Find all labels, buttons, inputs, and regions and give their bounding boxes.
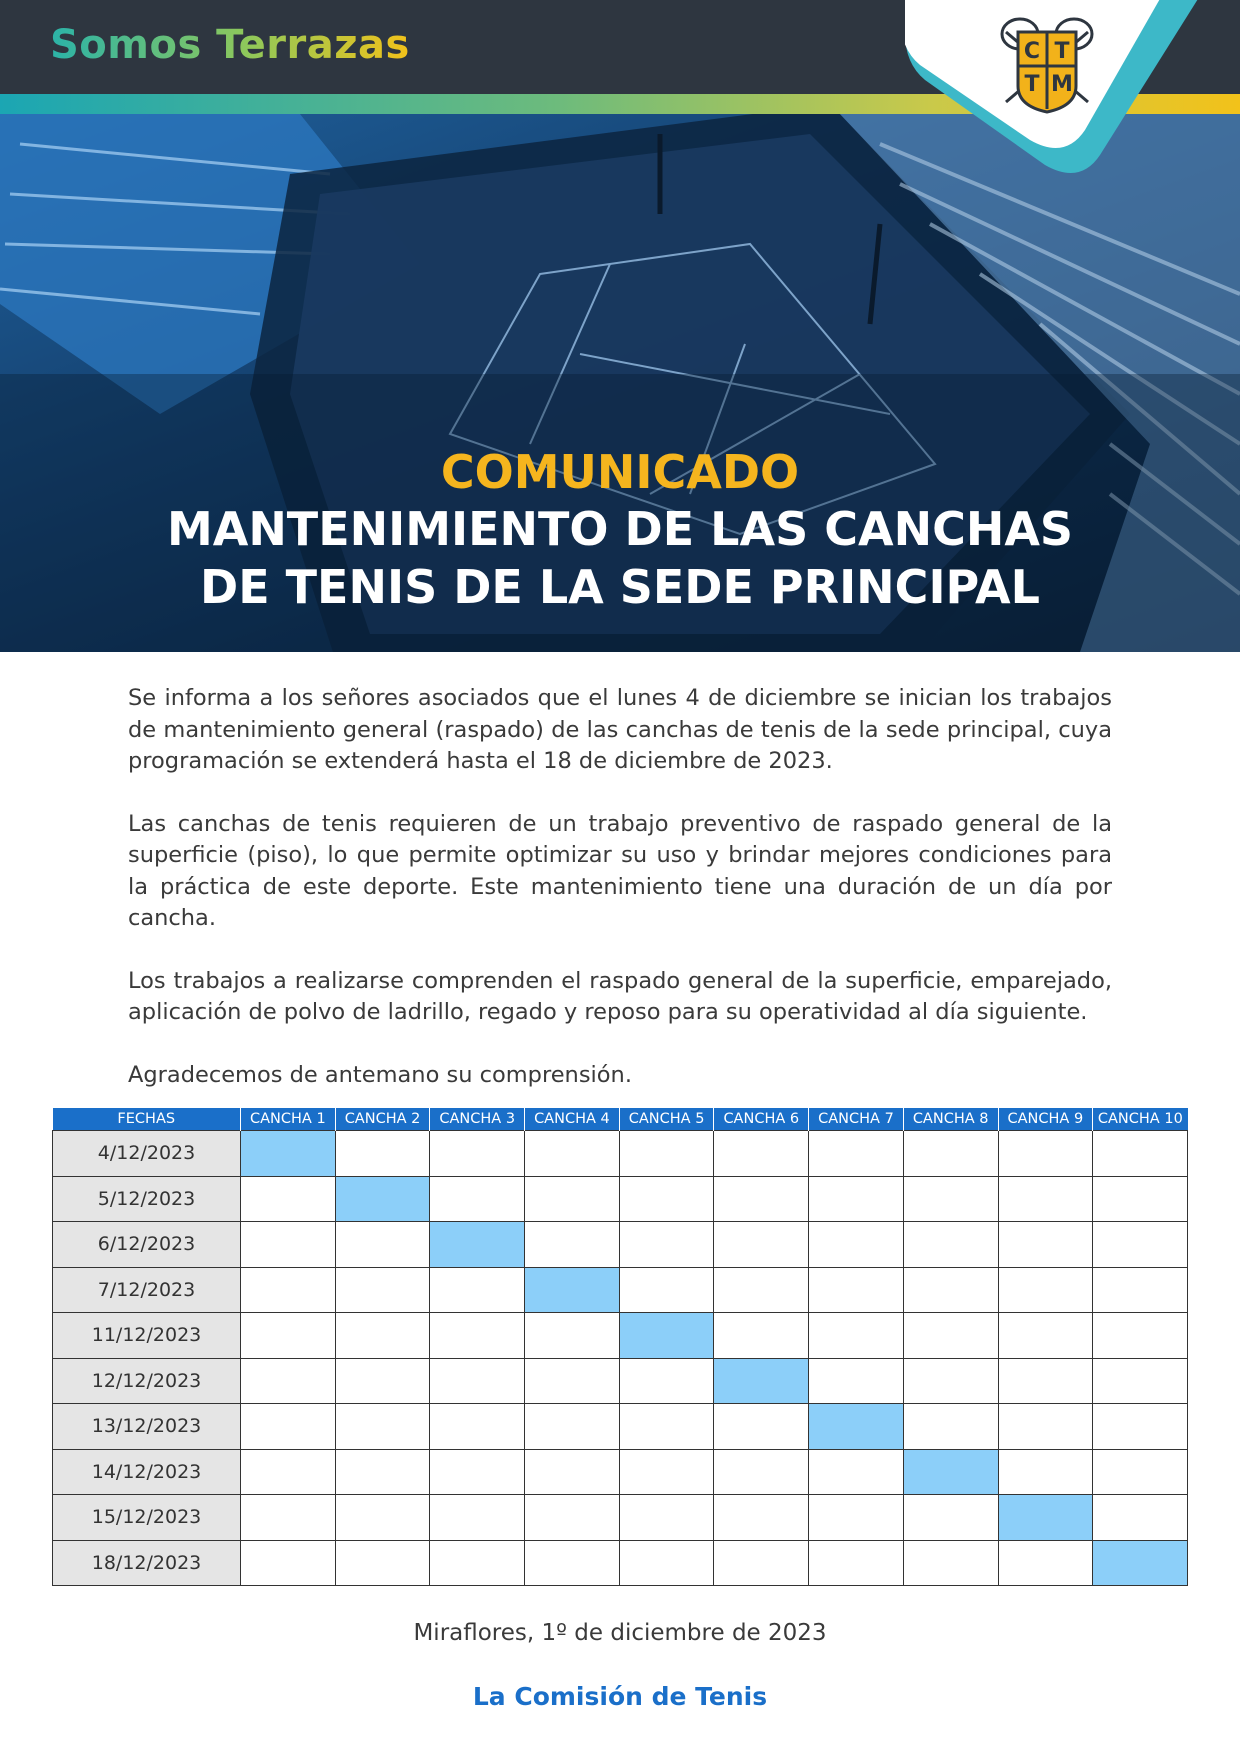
court-cell — [619, 1540, 714, 1586]
paragraph-3: Los trabajos a realizarse comprenden el raspado general de la superficie, emparejado, aplicación de polvo de ladrillo, regado y reposo para su operatividad al día siguiente. — [128, 967, 1112, 1025]
court-cell — [1093, 1495, 1188, 1541]
table-row — [53, 1131, 1188, 1177]
maintenance-schedule-table — [52, 1108, 1188, 1586]
scheduled-court-cell — [1093, 1540, 1188, 1586]
court-cell — [619, 1176, 714, 1222]
court-cell — [241, 1540, 336, 1586]
court-cell — [525, 1404, 620, 1450]
logo-letter-2: T — [1054, 39, 1070, 64]
court-cell — [335, 1222, 430, 1268]
header-court: CANCHA 6 — [714, 1108, 809, 1131]
date-cell: 4/12/2023 — [53, 1131, 241, 1177]
logo-letter-4: M — [1051, 72, 1073, 97]
court-cell — [619, 1449, 714, 1495]
date-cell: 11/12/2023 — [53, 1313, 241, 1359]
title-line-1: MANTENIMIENTO DE LAS CANCHAS — [166, 502, 1074, 556]
header-court: CANCHA 8 — [903, 1108, 998, 1131]
court-cell — [430, 1176, 525, 1222]
court-cell — [335, 1449, 430, 1495]
court-cell — [430, 1267, 525, 1313]
court-cell — [809, 1222, 904, 1268]
header-court: CANCHA 3 — [430, 1108, 525, 1131]
header-fechas: FECHAS — [53, 1108, 241, 1131]
court-cell — [1093, 1267, 1188, 1313]
court-cell — [809, 1131, 904, 1177]
header-court: CANCHA 5 — [619, 1108, 714, 1131]
table-row — [53, 1176, 1188, 1222]
court-cell — [998, 1540, 1093, 1586]
date-cell: 12/12/2023 — [53, 1358, 241, 1404]
table-row — [53, 1449, 1188, 1495]
court-cell — [903, 1358, 998, 1404]
court-cell — [903, 1495, 998, 1541]
header-court: CANCHA 2 — [335, 1108, 430, 1131]
place-date: Miraflores, 1º de diciembre de 2023 — [413, 1620, 827, 1646]
scheduled-court-cell — [714, 1358, 809, 1404]
header-court: CANCHA 7 — [809, 1108, 904, 1131]
court-cell — [809, 1176, 904, 1222]
court-cell — [619, 1267, 714, 1313]
court-cell — [714, 1222, 809, 1268]
court-cell — [430, 1495, 525, 1541]
scheduled-court-cell — [619, 1313, 714, 1359]
court-cell — [335, 1358, 430, 1404]
header-court: CANCHA 9 — [998, 1108, 1093, 1131]
body-text — [128, 683, 1112, 1091]
court-cell — [998, 1358, 1093, 1404]
court-cell — [714, 1313, 809, 1359]
court-cell — [430, 1313, 525, 1359]
court-cell — [335, 1495, 430, 1541]
court-cell — [998, 1267, 1093, 1313]
date-cell: 14/12/2023 — [53, 1449, 241, 1495]
court-cell — [998, 1222, 1093, 1268]
court-cell — [903, 1131, 998, 1177]
court-cell — [335, 1267, 430, 1313]
table-row — [53, 1313, 1188, 1359]
court-cell — [619, 1495, 714, 1541]
header-court: CANCHA 1 — [241, 1108, 336, 1131]
scheduled-court-cell — [998, 1495, 1093, 1541]
scheduled-court-cell — [430, 1222, 525, 1268]
court-cell — [430, 1540, 525, 1586]
court-cell — [430, 1404, 525, 1450]
court-cell — [335, 1131, 430, 1177]
scheduled-court-cell — [809, 1404, 904, 1450]
court-cell — [1093, 1313, 1188, 1359]
court-cell — [903, 1313, 998, 1359]
court-cell — [1093, 1358, 1188, 1404]
court-cell — [525, 1313, 620, 1359]
court-cell — [525, 1358, 620, 1404]
paragraph-1: Se informa a los señores asociados que el lunes 4 de diciembre se inician los trabajos de mantenimiento general (raspado) de las canchas de tenis de la sede principal, cuya programación se extenderá hasta el 18 de diciembre de 2023. — [128, 685, 1112, 774]
court-cell — [903, 1404, 998, 1450]
court-cell — [619, 1131, 714, 1177]
court-cell — [998, 1131, 1093, 1177]
hero-title — [0, 444, 1240, 616]
court-cell — [430, 1449, 525, 1495]
court-cell — [335, 1313, 430, 1359]
court-cell — [714, 1404, 809, 1450]
signature: La Comisión de Tenis — [472, 1682, 768, 1711]
table-row — [53, 1358, 1188, 1404]
table-row — [53, 1540, 1188, 1586]
table-row — [53, 1222, 1188, 1268]
brand-title: Somos Terrazas — [50, 22, 410, 68]
court-cell — [241, 1176, 336, 1222]
court-cell — [525, 1176, 620, 1222]
court-cell — [903, 1267, 998, 1313]
court-cell — [1093, 1404, 1188, 1450]
court-cell — [241, 1358, 336, 1404]
table-row — [53, 1495, 1188, 1541]
court-cell — [809, 1540, 904, 1586]
court-cell — [1093, 1176, 1188, 1222]
court-cell — [525, 1449, 620, 1495]
court-cell — [714, 1267, 809, 1313]
court-cell — [525, 1540, 620, 1586]
court-cell — [998, 1313, 1093, 1359]
court-cell — [525, 1495, 620, 1541]
court-cell — [903, 1222, 998, 1268]
date-cell: 6/12/2023 — [53, 1222, 241, 1268]
kicker-text: COMUNICADO — [440, 445, 800, 499]
court-cell — [809, 1495, 904, 1541]
table-header-row — [53, 1108, 1188, 1131]
crossed-rackets-shield-icon — [998, 14, 1096, 114]
court-cell — [525, 1131, 620, 1177]
court-cell — [619, 1358, 714, 1404]
court-cell — [714, 1131, 809, 1177]
paragraph-4: Agradecemos de antemano su comprensión. — [128, 1061, 632, 1088]
date-cell: 13/12/2023 — [53, 1404, 241, 1450]
date-cell: 15/12/2023 — [53, 1495, 241, 1541]
court-cell — [714, 1176, 809, 1222]
court-cell — [998, 1176, 1093, 1222]
court-cell — [809, 1358, 904, 1404]
scheduled-court-cell — [903, 1449, 998, 1495]
date-cell: 7/12/2023 — [53, 1267, 241, 1313]
court-cell — [714, 1540, 809, 1586]
court-cell — [241, 1495, 336, 1541]
court-cell — [241, 1267, 336, 1313]
header-court: CANCHA 10 — [1093, 1108, 1188, 1131]
court-cell — [241, 1404, 336, 1450]
court-cell — [1093, 1222, 1188, 1268]
scheduled-court-cell — [335, 1176, 430, 1222]
table-row — [53, 1267, 1188, 1313]
court-cell — [241, 1222, 336, 1268]
title-line-2: DE TENIS DE LA SEDE PRINCIPAL — [200, 560, 1040, 614]
court-cell — [903, 1176, 998, 1222]
date-cell: 5/12/2023 — [53, 1176, 241, 1222]
court-cell — [998, 1449, 1093, 1495]
court-cell — [998, 1404, 1093, 1450]
court-cell — [714, 1449, 809, 1495]
court-cell — [809, 1313, 904, 1359]
court-cell — [1093, 1131, 1188, 1177]
logo-letter-3: T — [1024, 72, 1040, 97]
logo-letter-1: C — [1023, 39, 1041, 64]
court-cell — [241, 1449, 336, 1495]
table-row — [53, 1404, 1188, 1450]
court-cell — [430, 1358, 525, 1404]
court-cell — [714, 1495, 809, 1541]
header-court: CANCHA 4 — [525, 1108, 620, 1131]
hero-banner — [0, 114, 1240, 652]
court-cell — [335, 1540, 430, 1586]
scheduled-court-cell — [241, 1131, 336, 1177]
court-cell — [241, 1313, 336, 1359]
court-cell — [619, 1222, 714, 1268]
court-cell — [619, 1404, 714, 1450]
paragraph-2: Las canchas de tenis requieren de un trabajo preventivo de raspado general de la superficie (piso), lo que permite optimizar su uso y brindar mejores condiciones para la práctica de este deporte. Este mantenimiento tiene una duración de un día por cancha. — [128, 810, 1112, 931]
court-cell — [335, 1404, 430, 1450]
court-cell — [903, 1540, 998, 1586]
court-cell — [525, 1222, 620, 1268]
court-cell — [809, 1449, 904, 1495]
scheduled-court-cell — [525, 1267, 620, 1313]
court-cell — [809, 1267, 904, 1313]
court-cell — [1093, 1449, 1188, 1495]
date-cell: 18/12/2023 — [53, 1540, 241, 1586]
court-cell — [430, 1131, 525, 1177]
